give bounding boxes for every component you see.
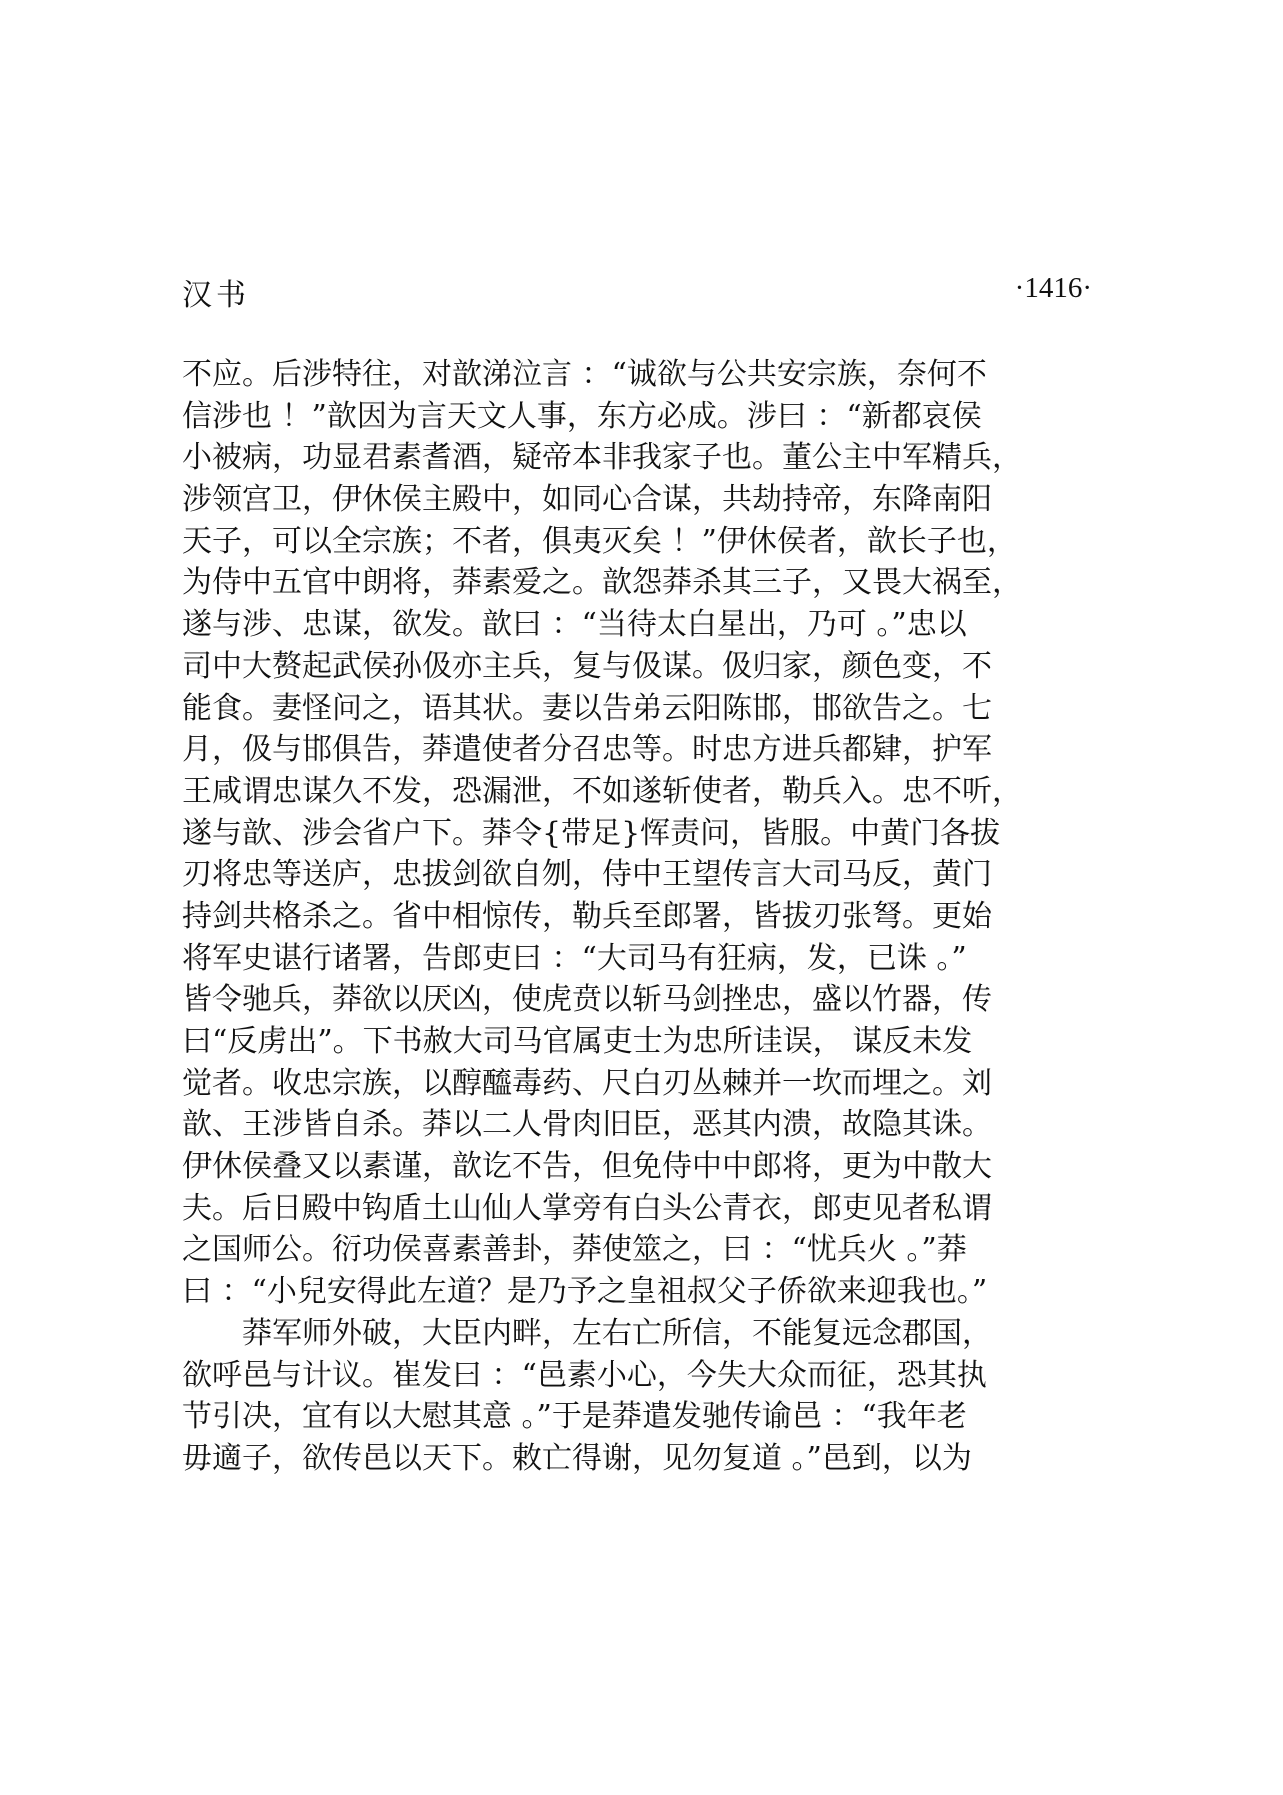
text-line: 歆、王涉皆自杀。莽以二人骨肉旧臣，恶其内溃，故隐其诛。 bbox=[182, 1107, 992, 1143]
text-line: 节引决，宜有以大慰其意 。”于是莽遣发驰传谕邑 ：“我年老 bbox=[182, 1399, 967, 1435]
book-title: 汉书 bbox=[182, 278, 250, 313]
text-line: 夫。后日殿中钩盾土山仙人掌旁有白头公青衣，郎吏见者私谓 bbox=[182, 1190, 992, 1226]
text-line: 皆令驰兵，莽欲以厌凶，使虎贲以斩马剑挫忠，盛以竹器，传 bbox=[182, 982, 992, 1018]
text-line: 曰 ：“小兒安得此左道？是乃予之皇祖叔父子侨欲来迎我也。” bbox=[182, 1274, 988, 1310]
text-line: 曰“反虏出”。下书赦大司马官属吏士为忠所诖误， 谋反未发 bbox=[182, 1024, 973, 1059]
text-line: 伊休侯叠又以素谨，歆讫不告，但免侍中中郎将，更为中散大 bbox=[182, 1149, 992, 1185]
text-line: 不应。后涉特往，对歆涕泣言 ：“诚欲与公共安宗族，奈何不 bbox=[182, 357, 987, 392]
page-header bbox=[182, 270, 1092, 318]
text-line: 信涉也 ！”歆因为言天文人事，东方必成。涉曰 ：“新都哀侯 bbox=[182, 398, 982, 434]
text-line: 觉者。收忠宗族，以醇醯毒药、尺白刃丛棘并一坎而埋之。刘 bbox=[182, 1065, 992, 1101]
page-number: ·1416· bbox=[1014, 272, 1092, 304]
text-line: 涉领宫卫，伊休侯主殿中，如同心合谋，共劫持帝，东降南阳 bbox=[182, 482, 992, 518]
text-line: 天子，可以全宗族；不者，俱夷灭矣 ！”伊休侯者，歆长子也， bbox=[182, 523, 1017, 559]
text-line: 能食。妻怪问之，语其状。妻以告弟云阳陈邯，邯欲告之。七 bbox=[182, 690, 992, 726]
text-line: 月，伋与邯俱告，莽遣使者分召忠等。时忠方进兵都肄，护军 bbox=[182, 732, 992, 768]
text-line: 刃将忠等送庐，忠拔剑欲自刎，侍中王望传言大司马反，黄门 bbox=[182, 857, 992, 893]
body-text bbox=[182, 354, 1094, 1480]
text-line: 毋適子，欲传邑以天下。敕亡得谢，见勿复道 。”邑到，以为 bbox=[182, 1440, 972, 1476]
text-line: 之国师公。衍功侯喜素善卦，莽使筮之，曰 ：“忧兵火 。”莽 bbox=[182, 1232, 967, 1268]
text-line: 小被病，功显君素耆酒，疑帝本非我家子也。董公主中军精兵， bbox=[182, 440, 1022, 476]
text-line: 将军史谌行诸署，告郎吏曰 ：“大司马有狂病，发，已诛 。” bbox=[182, 940, 967, 976]
text-line: 遂与涉、忠谋，欲发。歆曰 ：“当待太白星出，乃可 。”忠以 bbox=[182, 607, 967, 643]
text-line: 司中大赘起武侯孙伋亦主兵，复与伋谋。伋归家，颜色变，不 bbox=[182, 648, 992, 684]
text-line: 遂与歆、涉会省户下。莽令{带足}恽责问，皆服。中黄门各拔 bbox=[182, 815, 1001, 851]
text-line: 为侍中五官中朗将，莽素爱之。歆怨莽杀其三子，又畏大祸至， bbox=[182, 565, 1022, 601]
text-line: 莽军师外破，大臣内畔，左右亡所信，不能复远念郡国， bbox=[182, 1315, 992, 1351]
text-line: 持剑共格杀之。省中相惊传，勒兵至郎署，皆拔刃张弩。更始 bbox=[182, 898, 992, 934]
text-line: 欲呼邑与计议。崔发曰 ：“邑素小心，今失大众而征，恐其执 bbox=[182, 1357, 987, 1393]
text-line: 王咸谓忠谋久不发，恐漏泄，不如遂斩使者，勒兵入。忠不听， bbox=[182, 773, 1022, 809]
